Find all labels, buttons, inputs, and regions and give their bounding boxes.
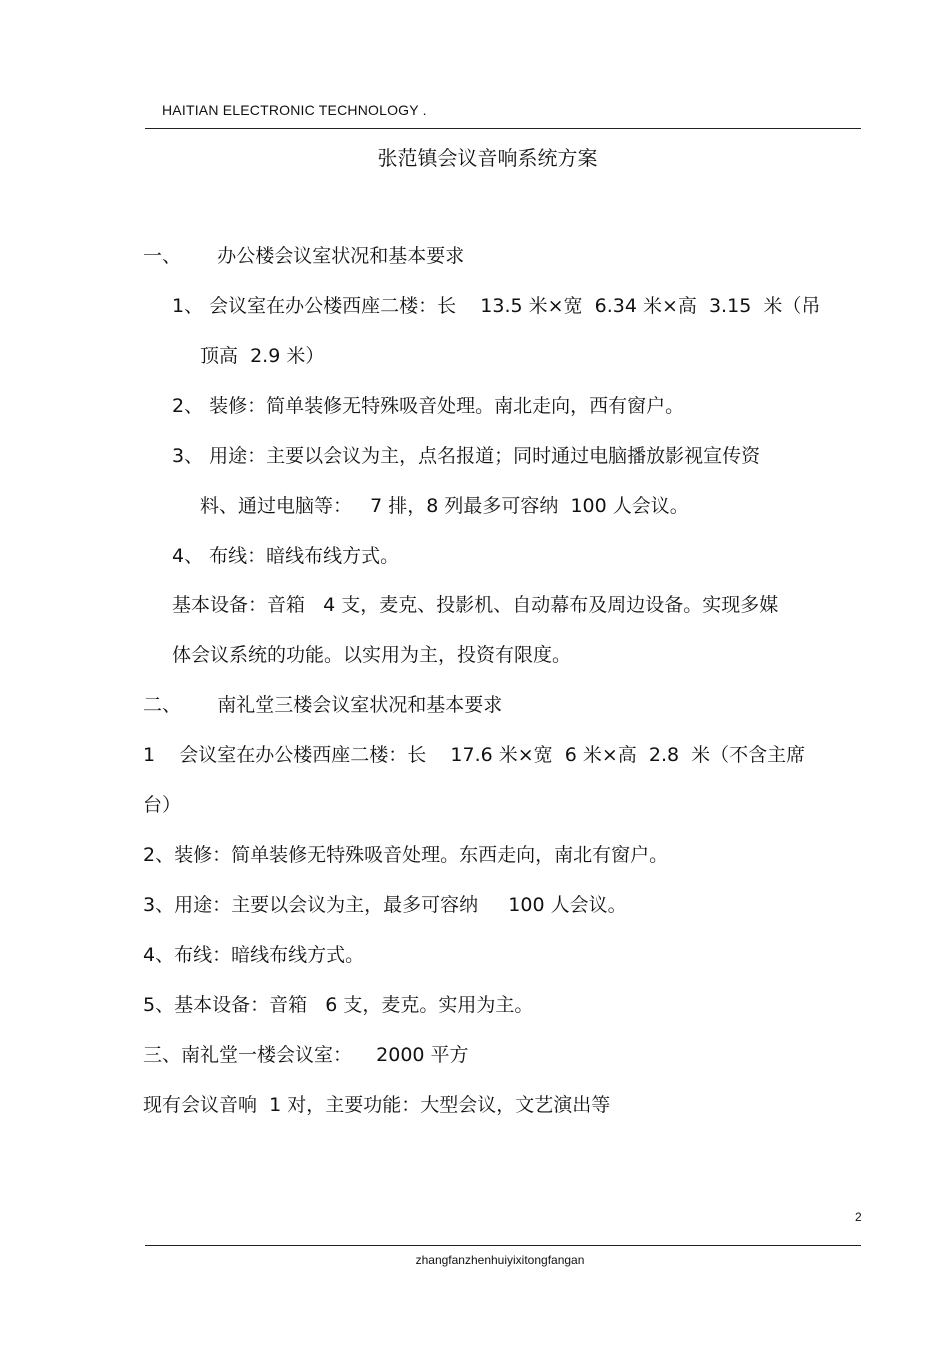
paragraph-line: 台） xyxy=(143,794,182,816)
paragraph-line: 现有会议音响 1 对，主要功能：大型会议，文艺演出等 xyxy=(143,1094,611,1116)
paragraph-line: 3、用途：主要以会议为主，最多可容纳 100 人会议。 xyxy=(143,894,627,916)
paragraph-line: 料、通过电脑等： 7 排，8 列最多可容纳 100 人会议。 xyxy=(200,495,689,517)
paragraph-line: 2、装修：简单装修无特殊吸音处理。东西走向，南北有窗户。 xyxy=(143,844,669,866)
paragraph-line: 4、布线：暗线布线方式。 xyxy=(143,944,365,966)
footer-divider xyxy=(145,1245,861,1246)
section-2-heading: 二、 南礼堂三楼会议室状况和基本要求 xyxy=(143,694,503,716)
paragraph-line: 4、 布线：暗线布线方式。 xyxy=(172,545,400,567)
page-title: 张范镇会议音响系统方案 xyxy=(377,146,598,170)
paragraph-line: 基本设备：音箱 4 支，麦克、投影机、自动幕布及周边设备。实现多媒 xyxy=(172,594,779,616)
page-number: 2 xyxy=(855,1210,862,1224)
paragraph-line: 2、 装修：简单装修无特殊吸音处理。南北走向，西有窗户。 xyxy=(172,395,685,417)
header-company: HAITIAN ELECTRONIC TECHNOLOGY . xyxy=(162,102,427,118)
paragraph-line: 1 会议室在办公楼西座二楼：长 17.6 米×宽 6 米×高 2.8 米（不含主席 xyxy=(143,744,806,766)
paragraph-line: 3、 用途：主要以会议为主，点名报道；同时通过电脑播放影视宣传资 xyxy=(172,445,761,467)
paragraph-line: 5、基本设备：音箱 6 支，麦克。实用为主。 xyxy=(143,994,534,1016)
section-1-heading: 一、 办公楼会议室状况和基本要求 xyxy=(143,245,465,267)
paragraph-line: 1、 会议室在办公楼西座二楼：长 13.5 米×宽 6.34 米×高 3.15 米（吊 xyxy=(172,295,821,317)
footer-slug: zhangfanzhenhuiyixitongfangan xyxy=(415,1253,585,1267)
paragraph-line: 体会议系统的功能。以实用为主，投资有限度。 xyxy=(172,644,572,666)
paragraph-line: 顶高 2.9 米） xyxy=(200,345,325,367)
header-divider xyxy=(145,128,861,129)
section-3-heading: 三、南礼堂一楼会议室： 2000 平方 xyxy=(143,1044,469,1066)
